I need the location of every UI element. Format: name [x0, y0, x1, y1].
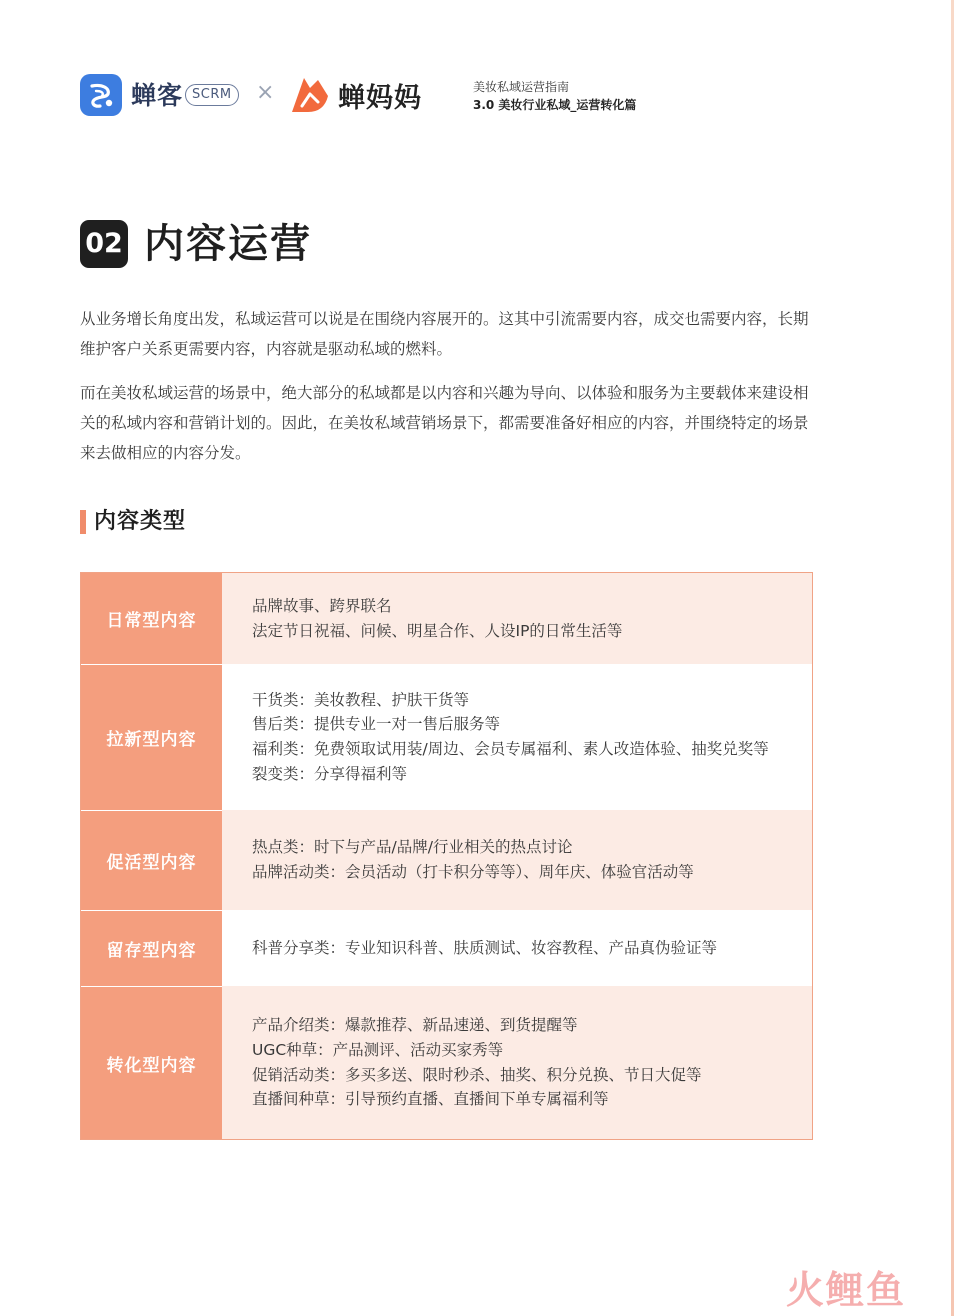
row-label: 转化型内容 [81, 986, 222, 1139]
table-row [81, 664, 812, 810]
row-line: 售后类：提供专业一对一售后服务等 [252, 715, 501, 734]
table-row [81, 810, 812, 910]
watermark-logo: 火鲤鱼 [786, 1268, 907, 1312]
chanmama-logo-icon [288, 72, 332, 116]
content-types-heading: 内容类型 [94, 509, 187, 534]
row-line: 裂变类：分享得福利等 [252, 764, 408, 783]
intro-paragraph-1: 从业务增长角度出发，私域运营可以说是在围绕内容展开的。这其中引流需要内容，成交也需要内容，长期维护客户关系更需要内容，内容就是驱动私域的燃料。 [80, 310, 809, 358]
row-line: 产品介绍类：爆款推荐、新品速递、到货提醒等 [252, 1016, 578, 1035]
row-content [222, 910, 812, 986]
row-line: 干货类：美妆教程、护肤干货等 [252, 690, 470, 709]
table-row [81, 573, 812, 664]
row-line: 品牌故事、跨界联名 [252, 596, 392, 615]
row-label: 拉新型内容 [81, 664, 222, 810]
brand2-name: 蝉妈妈 [338, 83, 422, 114]
row-line: UGC种草：产品测评、活动买家秀等 [252, 1040, 504, 1059]
chanke-logo-icon [80, 74, 122, 116]
table-row [81, 986, 812, 1139]
row-line: 促销活动类：多买多送、限时秒杀、抽奖、积分兑换、节日大促等 [252, 1065, 702, 1084]
row-label: 促活型内容 [81, 810, 222, 910]
row-content [222, 986, 812, 1139]
guide-title: 3.0 美妆行业私域_运营转化篇 [473, 98, 637, 112]
row-line: 直播间种草：引导预约直播、直播间下单专属福利等 [252, 1090, 609, 1109]
brand-separator: × [256, 80, 275, 105]
table-row [81, 910, 812, 986]
page-header [80, 70, 880, 118]
section-title: 内容运营 [144, 221, 312, 267]
row-content [222, 810, 812, 910]
row-line: 福利类：免费领取试用装/周边、会员专属福利、素人改造体验、抽奖兑奖等 [252, 740, 769, 758]
row-line: 法定节日祝福、问候、明星合作、人设IP的日常生活等 [252, 621, 623, 640]
section-number-badge: 02 [80, 220, 128, 268]
row-line: 品牌活动类：会员活动（打卡积分等等）、周年庆、体验官活动等 [252, 863, 694, 881]
content-types-table [80, 572, 813, 1140]
heading-accent-bar [80, 510, 86, 534]
row-content [222, 664, 812, 810]
brand1-name: 蝉客 [131, 81, 184, 110]
guide-subtitle: 美妆私域运营指南 [473, 80, 570, 94]
scrm-badge: SCRM [185, 84, 239, 106]
row-content [222, 573, 812, 664]
intro-paragraph-2: 而在美妆私域运营的场景中，绝大部分的私域都是以内容和兴趣为导向、以体验和服务为主要载体来建设相关的私域内容和营销计划的。因此，在美妆私域营销场景下，都需要准备好相应的内容，并围绕特定的场景来去做相应的内容分发。 [80, 384, 809, 462]
row-label: 日常型内容 [81, 573, 222, 664]
row-line: 科普分享类：专业知识科普、肤质测试、妆容教程、产品真伪验证等 [252, 938, 718, 957]
row-label: 留存型内容 [81, 910, 222, 986]
row-line: 热点类：时下与产品/品牌/行业相关的热点讨论 [252, 838, 573, 857]
